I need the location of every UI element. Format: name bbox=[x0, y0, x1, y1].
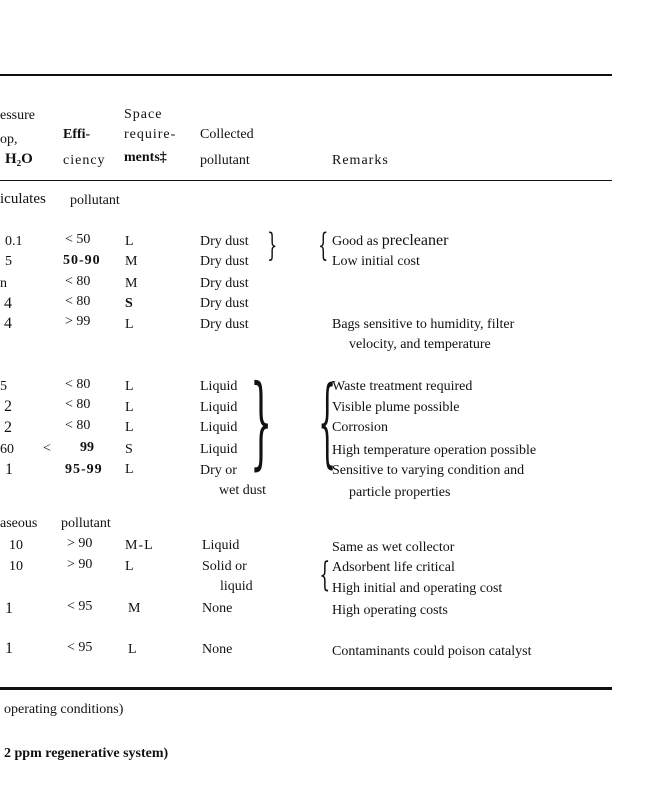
section-gaseous-label: aseous bbox=[0, 516, 38, 531]
pressure-cell: 1 bbox=[5, 600, 13, 617]
collected-cell: Liquid bbox=[200, 442, 238, 457]
efficiency-cell: > 99 bbox=[65, 314, 91, 329]
efficiency-cell: 99 bbox=[80, 440, 94, 455]
pressure-cell: 1 bbox=[5, 640, 13, 657]
efficiency-cell: > 90 bbox=[67, 557, 93, 572]
collected-cell: Dry dust bbox=[200, 317, 249, 332]
efficiency-cell: < 80 bbox=[65, 397, 91, 412]
space-cell: L bbox=[125, 234, 134, 249]
space-cell: L bbox=[125, 379, 134, 394]
remarks-cell: Contaminants could poison catalyst bbox=[332, 644, 532, 659]
efficiency-cell: 50-90 bbox=[63, 253, 101, 268]
collected-cell: Dry dust bbox=[200, 254, 249, 269]
header-remarks: Remarks bbox=[332, 153, 389, 168]
left-brace-adsorbent: { bbox=[319, 555, 331, 595]
header-space-line3: ments‡ bbox=[124, 150, 167, 165]
space-cell: M bbox=[125, 254, 138, 269]
header-rule bbox=[0, 180, 612, 181]
pressure-cell: 4 bbox=[4, 315, 12, 332]
remarks-cell: Low initial cost bbox=[332, 254, 420, 269]
efficiency-cell: 95-99 bbox=[65, 462, 103, 477]
space-cell: L bbox=[125, 559, 134, 574]
section-particulates-sub: pollutant bbox=[70, 193, 120, 208]
efficiency-cell: < 95 bbox=[67, 640, 93, 655]
header-space-line2: require- bbox=[124, 127, 177, 142]
right-brace-dry-dust: } bbox=[267, 226, 278, 264]
pressure-cell: 1 bbox=[5, 461, 13, 478]
pressure-cell: 10 bbox=[9, 538, 23, 553]
remarks-cell-continued: particle properties bbox=[349, 485, 451, 500]
efficiency-cell: > 90 bbox=[67, 536, 93, 551]
pressure-cell: 2 bbox=[4, 419, 12, 436]
footnote-regenerative-system: 2 ppm regenerative system) bbox=[4, 746, 169, 761]
efficiency-cell: < 80 bbox=[65, 418, 91, 433]
pressure-cell: 60 bbox=[0, 442, 14, 457]
space-cell: L bbox=[125, 317, 134, 332]
remarks-cell: Adsorbent life critical bbox=[332, 560, 455, 575]
collected-cell: Liquid bbox=[200, 400, 238, 415]
collected-cell: Liquid bbox=[200, 379, 238, 394]
remarks-cell: Corrosion bbox=[332, 420, 388, 435]
left-brace-good-low: { bbox=[318, 226, 329, 264]
collected-cell: Dry dust bbox=[200, 276, 249, 291]
remarks-cell: High temperature operation possible bbox=[332, 443, 537, 458]
left-brace-wet-remarks: { bbox=[318, 366, 337, 478]
space-cell: M bbox=[128, 601, 141, 616]
remarks-cell: Bags sensitive to humidity, filter bbox=[332, 317, 515, 332]
less-than-sign: < bbox=[43, 441, 51, 456]
right-brace-liquid: } bbox=[250, 363, 273, 480]
header-space-line1: Space bbox=[124, 107, 163, 122]
header-pressure-line2: op, bbox=[0, 132, 18, 147]
pressure-cell: 10 bbox=[9, 559, 23, 574]
remarks-cell: Sensitive to varying condition and bbox=[332, 463, 525, 478]
pressure-cell: n bbox=[0, 276, 7, 291]
space-cell: M bbox=[125, 276, 138, 291]
pressure-cell: 5 bbox=[5, 254, 12, 269]
header-efficiency-line1: Effi- bbox=[63, 127, 91, 142]
header-efficiency-line2: ciency bbox=[63, 153, 106, 168]
space-cell: L bbox=[125, 462, 134, 477]
collected-cell: Liquid bbox=[202, 538, 240, 553]
collected-cell: Dry or bbox=[200, 463, 237, 478]
remarks-cell: Waste treatment required bbox=[332, 379, 473, 394]
collected-cell: Dry dust bbox=[200, 234, 249, 249]
space-cell: S bbox=[125, 442, 133, 457]
collected-cell: None bbox=[202, 601, 233, 616]
remarks-cell: High operating costs bbox=[332, 603, 448, 618]
efficiency-cell: < 80 bbox=[65, 274, 91, 289]
collected-cell-continued: wet dust bbox=[219, 483, 267, 498]
collected-cell: Liquid bbox=[200, 420, 238, 435]
remarks-text: Good as bbox=[332, 234, 379, 249]
collected-cell: None bbox=[202, 642, 233, 657]
collected-cell: Solid or bbox=[202, 559, 247, 574]
pressure-cell: 4 bbox=[4, 295, 12, 312]
efficiency-cell: < 80 bbox=[65, 294, 91, 309]
header-pressure-line3: H₂O bbox=[5, 151, 33, 167]
remarks-cell: Visible plume possible bbox=[332, 400, 460, 415]
header-collected-line1: Collected bbox=[200, 127, 254, 142]
space-cell: L bbox=[125, 420, 134, 435]
pressure-cell: 0.1 bbox=[5, 234, 23, 249]
efficiency-cell: < 80 bbox=[65, 377, 91, 392]
space-cell: M-L bbox=[125, 538, 154, 553]
efficiency-cell: < 95 bbox=[67, 599, 93, 614]
top-rule bbox=[0, 74, 612, 76]
remarks-cell bbox=[332, 233, 448, 249]
collected-cell: Dry dust bbox=[200, 296, 249, 311]
section-gaseous-sub: pollutant bbox=[61, 516, 111, 531]
remarks-emphasis: precleaner bbox=[381, 232, 449, 249]
footnote-operating-conditions: operating conditions) bbox=[4, 702, 124, 717]
pressure-cell: 2 bbox=[4, 398, 12, 415]
space-cell: L bbox=[125, 400, 134, 415]
bottom-rule bbox=[0, 687, 612, 690]
collected-cell-continued: liquid bbox=[220, 579, 253, 594]
space-cell: S bbox=[125, 296, 133, 311]
header-pressure-line1: essure bbox=[0, 108, 35, 123]
remarks-cell-continued: High initial and operating cost bbox=[332, 581, 503, 596]
efficiency-cell: < 50 bbox=[65, 232, 91, 247]
pressure-cell: 5 bbox=[0, 379, 7, 394]
remarks-cell-continued: velocity, and temperature bbox=[349, 337, 491, 352]
header-collected-line2: pollutant bbox=[200, 153, 250, 168]
section-particulates-label: iculates bbox=[0, 191, 46, 207]
space-cell: L bbox=[128, 642, 137, 657]
remarks-cell: Same as wet collector bbox=[332, 540, 455, 555]
